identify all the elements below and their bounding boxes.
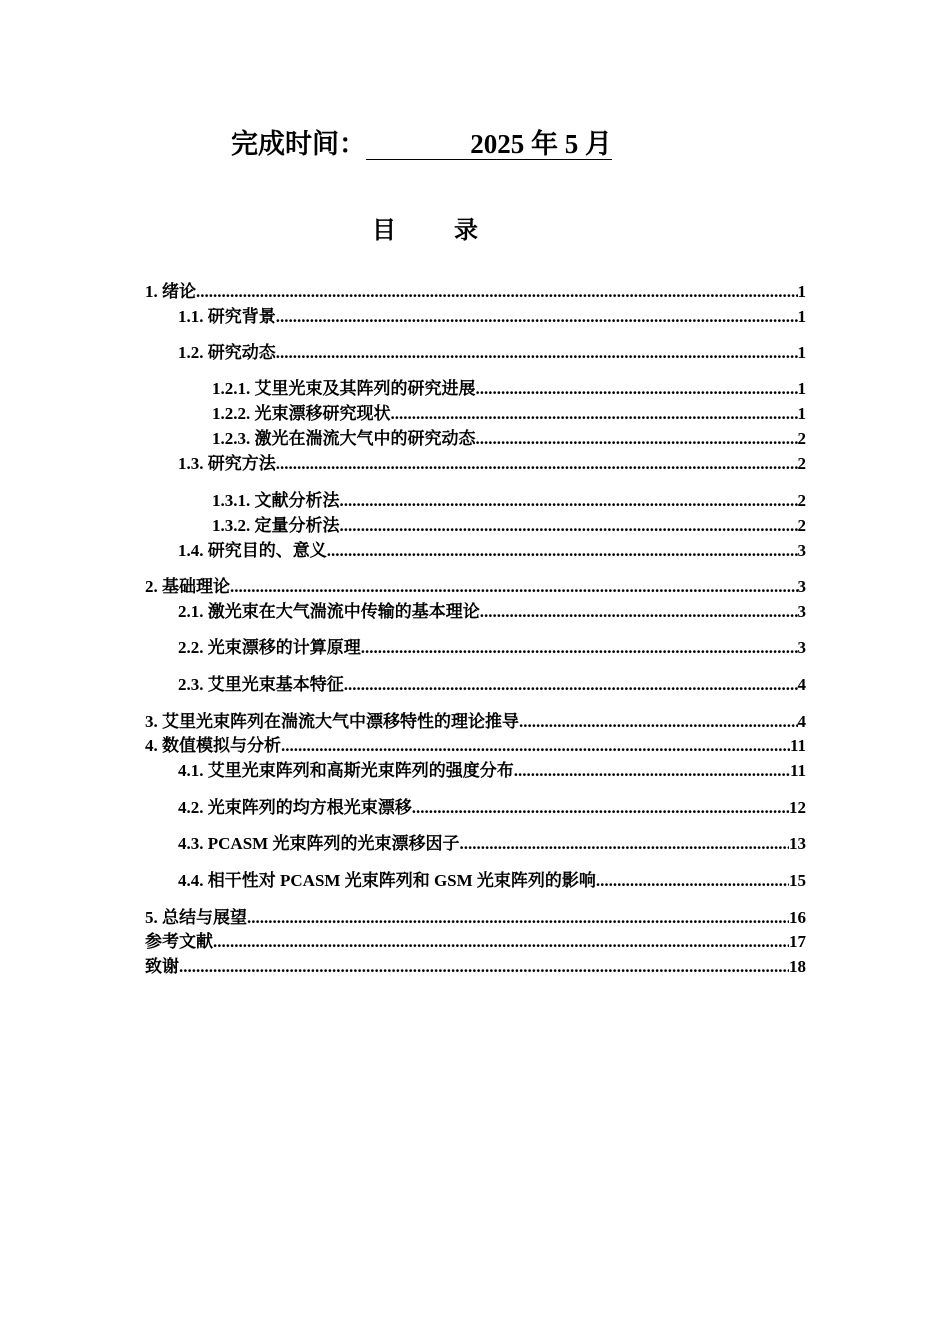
- toc-entry-number: 5.: [145, 908, 158, 927]
- dot-leader: [361, 638, 798, 658]
- toc-entry-title: [178, 602, 480, 622]
- toc-entry[interactable]: [145, 577, 806, 597]
- toc-entry-page: 3: [797, 577, 806, 596]
- toc-entry-page: 1: [797, 307, 806, 326]
- toc-entry-page: 2: [797, 516, 806, 535]
- toc-entry-text: 光束阵列的均方根光束漂移: [207, 798, 412, 817]
- toc-entry-page: 1: [797, 379, 806, 398]
- toc-entry-number: 1.2.1.: [212, 379, 251, 398]
- toc-entry-text: 研究背景: [207, 307, 276, 326]
- toc-entry-page: 1: [797, 404, 806, 423]
- toc-entry-title: [145, 908, 247, 928]
- dot-leader: [476, 379, 798, 399]
- toc-entry-page: 16: [789, 908, 806, 927]
- toc-entry-title: [145, 577, 230, 597]
- toc-entry-text: 激光在湍流大气中的研究动态: [254, 429, 476, 448]
- toc-entry[interactable]: [178, 871, 806, 891]
- dot-leader: [230, 577, 798, 597]
- toc-entry-page: 3: [797, 638, 806, 657]
- dot-leader: [596, 871, 789, 891]
- toc-entry[interactable]: [145, 908, 806, 928]
- toc-entry-number: 2.: [145, 577, 158, 596]
- toc-entry[interactable]: [178, 798, 806, 818]
- toc-entry-title: [178, 834, 459, 854]
- toc-entry[interactable]: [178, 638, 806, 658]
- toc-entry-page: 1: [797, 282, 806, 301]
- toc-entry-title: [178, 343, 276, 363]
- toc-entry-text: 致谢: [145, 957, 179, 976]
- toc-entry-title: [145, 957, 179, 977]
- toc-entry-text: 激光束在大气湍流中传输的基本理论: [207, 602, 480, 621]
- toc-entry-title: [145, 736, 281, 756]
- dot-leader: [196, 282, 798, 302]
- dot-leader: [340, 491, 798, 511]
- toc-entry-page: 2: [797, 454, 806, 473]
- toc-entry-page: 2: [797, 491, 806, 510]
- toc-entry[interactable]: [178, 541, 806, 561]
- toc-entry-page: 12: [789, 798, 806, 817]
- dot-leader: [179, 957, 789, 977]
- toc-entry-number: 4.1.: [178, 761, 204, 780]
- dot-leader: [327, 541, 798, 561]
- dot-leader: [213, 932, 789, 952]
- toc-entry-number: 2.2.: [178, 638, 204, 657]
- toc-entry[interactable]: [212, 379, 806, 399]
- toc-entry[interactable]: [178, 834, 806, 854]
- toc-entry-text: 相干性对 PCASM 光束阵列和 GSM 光束阵列的影响: [207, 871, 596, 890]
- toc-entry-number: 1.3.: [178, 454, 204, 473]
- toc-entry-text: 艾里光束阵列在湍流大气中漂移特性的理论推导: [162, 712, 519, 731]
- toc-entry-text: 基础理论: [162, 577, 230, 596]
- toc-entry[interactable]: [178, 761, 806, 781]
- dot-leader: [514, 761, 790, 781]
- toc-entry-text: 文献分析法: [254, 491, 340, 510]
- toc-entry-number: 1.3.2.: [212, 516, 251, 535]
- toc-entry-text: 光束漂移的计算原理: [207, 638, 361, 657]
- toc-entry-number: 4.2.: [178, 798, 204, 817]
- dot-leader: [247, 908, 789, 928]
- toc-entry-page: 11: [789, 736, 806, 755]
- toc-entry-number: 3.: [145, 712, 158, 731]
- toc-entry-page: 3: [797, 602, 806, 621]
- toc-entry[interactable]: [212, 516, 806, 536]
- toc-entry[interactable]: [212, 491, 806, 511]
- toc-entry-text: 参考文献: [145, 932, 213, 951]
- toc-entry-page: 1: [797, 343, 806, 362]
- toc-entry-text: PCASM 光束阵列的光束漂移因子: [207, 834, 460, 853]
- toc-entry-page: 3: [797, 541, 806, 560]
- toc-entry[interactable]: [212, 404, 806, 424]
- dot-leader: [344, 675, 798, 695]
- toc-entry[interactable]: [145, 932, 806, 952]
- toc-entry-page: 15: [789, 871, 806, 890]
- dot-leader: [391, 404, 798, 424]
- toc-entry-number: 2.1.: [178, 602, 204, 621]
- toc-entry[interactable]: [145, 957, 806, 977]
- toc-entry-number: 1.4.: [178, 541, 204, 560]
- toc-entry-title: [178, 541, 327, 561]
- toc-entry-title: [178, 761, 514, 781]
- toc-entry-text: 总结与展望: [162, 908, 247, 927]
- toc-entry-text: 定量分析法: [254, 516, 340, 535]
- toc-entry-number: 1.2.: [178, 343, 204, 362]
- toc-entry-title: [178, 454, 276, 474]
- toc-entry[interactable]: [178, 675, 806, 695]
- toc-entry-title: [145, 932, 213, 952]
- toc-entry-page: 4: [797, 675, 806, 694]
- completion-time: [231, 122, 612, 161]
- toc-entry[interactable]: [212, 429, 806, 449]
- toc-entry-number: 1.1.: [178, 307, 204, 326]
- dot-leader: [480, 602, 798, 622]
- completion-time-label: 完成时间：: [231, 129, 366, 159]
- toc-entry-number: 4.4.: [178, 871, 204, 890]
- toc-entry-number: 1.3.1.: [212, 491, 251, 510]
- toc-entry-page: 4: [797, 712, 806, 731]
- dot-leader: [340, 516, 798, 536]
- toc-entry-title: [178, 871, 596, 891]
- toc-entry-title: [212, 516, 340, 536]
- toc-entry[interactable]: [178, 343, 806, 363]
- toc-title: 目 录: [372, 218, 504, 244]
- toc-entry[interactable]: [178, 454, 806, 474]
- toc-entry-title: [178, 798, 412, 818]
- toc-entry-number: 2.3.: [178, 675, 204, 694]
- toc-entry[interactable]: [145, 712, 806, 732]
- toc-entry-number: 4.3.: [178, 834, 204, 853]
- toc-entry-text: 艾里光束及其阵列的研究进展: [254, 379, 476, 398]
- toc-entry-title: [145, 282, 196, 302]
- toc-entry-number: 1.2.3.: [212, 429, 251, 448]
- dot-leader: [519, 712, 798, 732]
- toc-entry-text: 研究目的、意义: [207, 541, 327, 560]
- toc-entry-number: 1.: [145, 282, 158, 301]
- completion-time-value: 2025 年 5 月: [366, 129, 612, 160]
- toc-entry-page: 11: [789, 761, 806, 780]
- toc-entry-text: 艾里光束阵列和高斯光束阵列的强度分布: [207, 761, 514, 780]
- toc-entry-page: 17: [789, 932, 806, 951]
- toc-entry-page: 2: [797, 429, 806, 448]
- dot-leader: [412, 798, 789, 818]
- dot-leader: [281, 736, 790, 756]
- toc-entry-text: 研究动态: [207, 343, 276, 362]
- toc-entry-page: 18: [789, 957, 806, 976]
- toc-entry-number: 4.: [145, 736, 158, 755]
- toc-entry-title: [212, 379, 476, 399]
- dot-leader: [476, 429, 798, 449]
- toc-entry-text: 数值模拟与分析: [162, 736, 281, 755]
- toc-entry[interactable]: [145, 736, 806, 756]
- toc-entry-title: [145, 712, 519, 732]
- toc-entry[interactable]: [178, 307, 806, 327]
- dot-leader: [276, 343, 798, 363]
- dot-leader: [459, 834, 789, 854]
- toc-entry-page: 13: [789, 834, 806, 853]
- toc-entry-number: 1.2.2.: [212, 404, 251, 423]
- dot-leader: [276, 454, 798, 474]
- toc-entry-title: [178, 675, 344, 695]
- toc-entry-text: 光束漂移研究现状: [254, 404, 391, 423]
- toc-entry[interactable]: [178, 602, 806, 622]
- toc-entry-text: 绪论: [162, 282, 196, 301]
- toc-entry-text: 研究方法: [207, 454, 276, 473]
- toc-entry-title: [178, 307, 276, 327]
- toc-entry-text: 艾里光束基本特征: [207, 675, 344, 694]
- toc-entry-title: [212, 404, 391, 424]
- toc-entry-title: [212, 429, 476, 449]
- toc-entry[interactable]: [145, 282, 806, 302]
- dot-leader: [276, 307, 798, 327]
- toc-entry-title: [178, 638, 361, 658]
- toc-entry-title: [212, 491, 340, 511]
